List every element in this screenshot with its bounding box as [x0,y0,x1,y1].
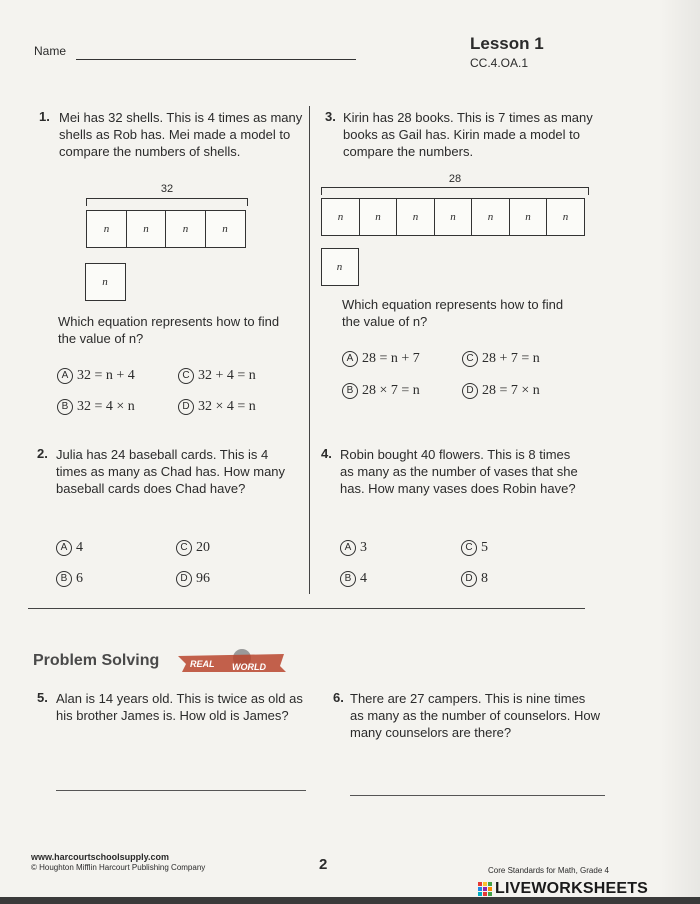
page-edge-shadow [660,0,700,904]
choice-letter-a: A [56,540,72,556]
name-input-line[interactable] [76,59,356,60]
q3-choice-d[interactable] [462,383,540,399]
choice-letter-c: C [178,368,194,384]
q1-single-cell: n [85,263,126,301]
choice-letter-d: D [462,383,478,399]
q4-choice-a[interactable] [340,540,367,556]
q1-question: Which equation represents how to find the value of n? [58,314,280,346]
q1-bar-bracket [86,198,248,206]
q4-choice-c-text: 5 [481,540,488,555]
q4-choice-c[interactable] [461,540,488,556]
q3-bar-cell: n [321,198,360,236]
q1-choice-d-text: 32 × 4 = n [198,399,256,414]
q1-bar-model [86,210,246,248]
q1-bar-total-label: 32 [160,183,174,195]
liveworksheets-logo [478,880,648,898]
q3-choice-c-text: 28 + 7 = n [482,351,540,366]
q1-choice-a-text: 32 = n + 4 [77,368,135,383]
page-number: 2 [319,856,328,873]
q2-number: 2. [37,446,48,461]
choice-letter-d: D [176,571,192,587]
q1-choice-c[interactable] [178,368,256,384]
choice-letter-c: C [461,540,477,556]
q3-bar-cell: n [359,198,398,236]
q2-choice-c-text: 20 [196,540,210,555]
q1-choice-c-text: 32 + 4 = n [198,368,256,383]
lesson-standard-code: CC.4.OA.1 [470,56,529,70]
q1-number: 1. [39,109,50,124]
q3-bar-cell: n [546,198,585,236]
real-world-banner-icon [176,648,288,674]
choice-letter-d: D [461,571,477,587]
q5-text: Alan is 14 years old. This is twice as old as his brother James is. How old is James? [56,691,303,723]
q3-text: Kirin has 28 books. This is 7 times as many books as Gail has. Kirin made a model to compare the numbers. [343,110,593,159]
q3-number: 3. [325,109,336,124]
q4-number: 4. [321,446,332,461]
choice-letter-c: C [176,540,192,556]
choice-letter-a: A [340,540,356,556]
q6-number: 6. [333,690,344,705]
q4-choice-b-text: 4 [360,571,367,586]
banner-world-text: WORLD [232,662,266,672]
q2-choice-b-text: 6 [76,571,83,586]
q3-bar-cell: n [434,198,473,236]
q3-choice-d-text: 28 = 7 × n [482,383,540,398]
q1-bar-cell: n [126,210,167,248]
q2-text: Julia has 24 baseball cards. This is 4 times as many as Chad has. How many baseball cards does Chad have? [56,447,286,496]
q6-text: There are 27 campers. This is nine times as many as the number of counselors. How many counselors are there? [350,691,601,740]
choice-letter-c: C [462,351,478,367]
q2-choice-b[interactable] [56,571,83,587]
lesson-title: Lesson 1 [470,34,544,53]
q3-choice-a[interactable] [342,351,420,367]
q5-number: 5. [37,690,48,705]
q1-choice-b[interactable] [57,399,135,415]
q4-choice-a-text: 3 [360,540,367,555]
q6-answer-line[interactable] [350,795,605,796]
q1-bar-cell: n [86,210,127,248]
liveworksheets-grid-icon [478,882,492,896]
q3-choice-c[interactable] [462,351,540,367]
q4-choice-d[interactable] [461,571,488,587]
choice-letter-a: A [342,351,358,367]
q3-bar-bracket [321,187,589,195]
section-divider [28,608,585,609]
q4-text: Robin bought 40 flowers. This is 8 times as many as the number of vases that she has. How many vases does Robin have? [340,447,578,496]
q2-choice-d[interactable] [176,571,210,587]
scan-bottom-edge [0,897,700,904]
footer-standards: Core Standards for Math, Grade 4 [488,866,609,875]
q3-choice-b-text: 28 × 7 = n [362,383,420,398]
q1-choice-a[interactable] [57,368,135,384]
choice-letter-b: B [57,399,73,415]
q2-choice-a-text: 4 [76,540,83,555]
q1-text: Mei has 32 shells. This is 4 times as many shells as Rob has. Mei made a model to compare the numbers of shells. [59,110,303,159]
footer-copyright: © Houghton Mifflin Harcourt Publishing Company [31,863,206,872]
q1-choice-d[interactable] [178,399,256,415]
q3-single-cell: n [321,248,359,286]
q3-bar-model [321,198,585,236]
q4-choice-d-text: 8 [481,571,488,586]
name-label: Name [34,44,67,58]
choice-letter-b: B [340,571,356,587]
liveworksheets-text: LIVEWORKSHEETS [495,880,649,897]
q3-question: Which equation represents how to find the value of n? [342,297,564,329]
q3-choice-b[interactable] [342,383,420,399]
q2-choice-c[interactable] [176,540,210,556]
column-divider [309,106,310,594]
q4-choice-b[interactable] [340,571,367,587]
q2-choice-d-text: 96 [196,571,210,586]
q3-bar-cell: n [509,198,548,236]
problem-solving-title: Problem Solving [33,652,160,669]
choice-letter-b: B [56,571,72,587]
q2-choice-a[interactable] [56,540,83,556]
q1-bar-cell: n [165,210,206,248]
choice-letter-d: D [178,399,194,415]
footer-url: www.harcourtschoolsupply.com [31,852,170,862]
banner-real-text: REAL [190,659,215,669]
q3-choice-a-text: 28 = n + 7 [362,351,420,366]
q3-bar-cell: n [471,198,510,236]
q3-bar-cell: n [396,198,435,236]
choice-letter-a: A [57,368,73,384]
q1-choice-b-text: 32 = 4 × n [77,399,135,414]
q1-bar-cell: n [205,210,246,248]
choice-letter-b: B [342,383,358,399]
q3-bar-total-label: 28 [448,173,462,185]
q5-answer-line[interactable] [56,790,306,791]
